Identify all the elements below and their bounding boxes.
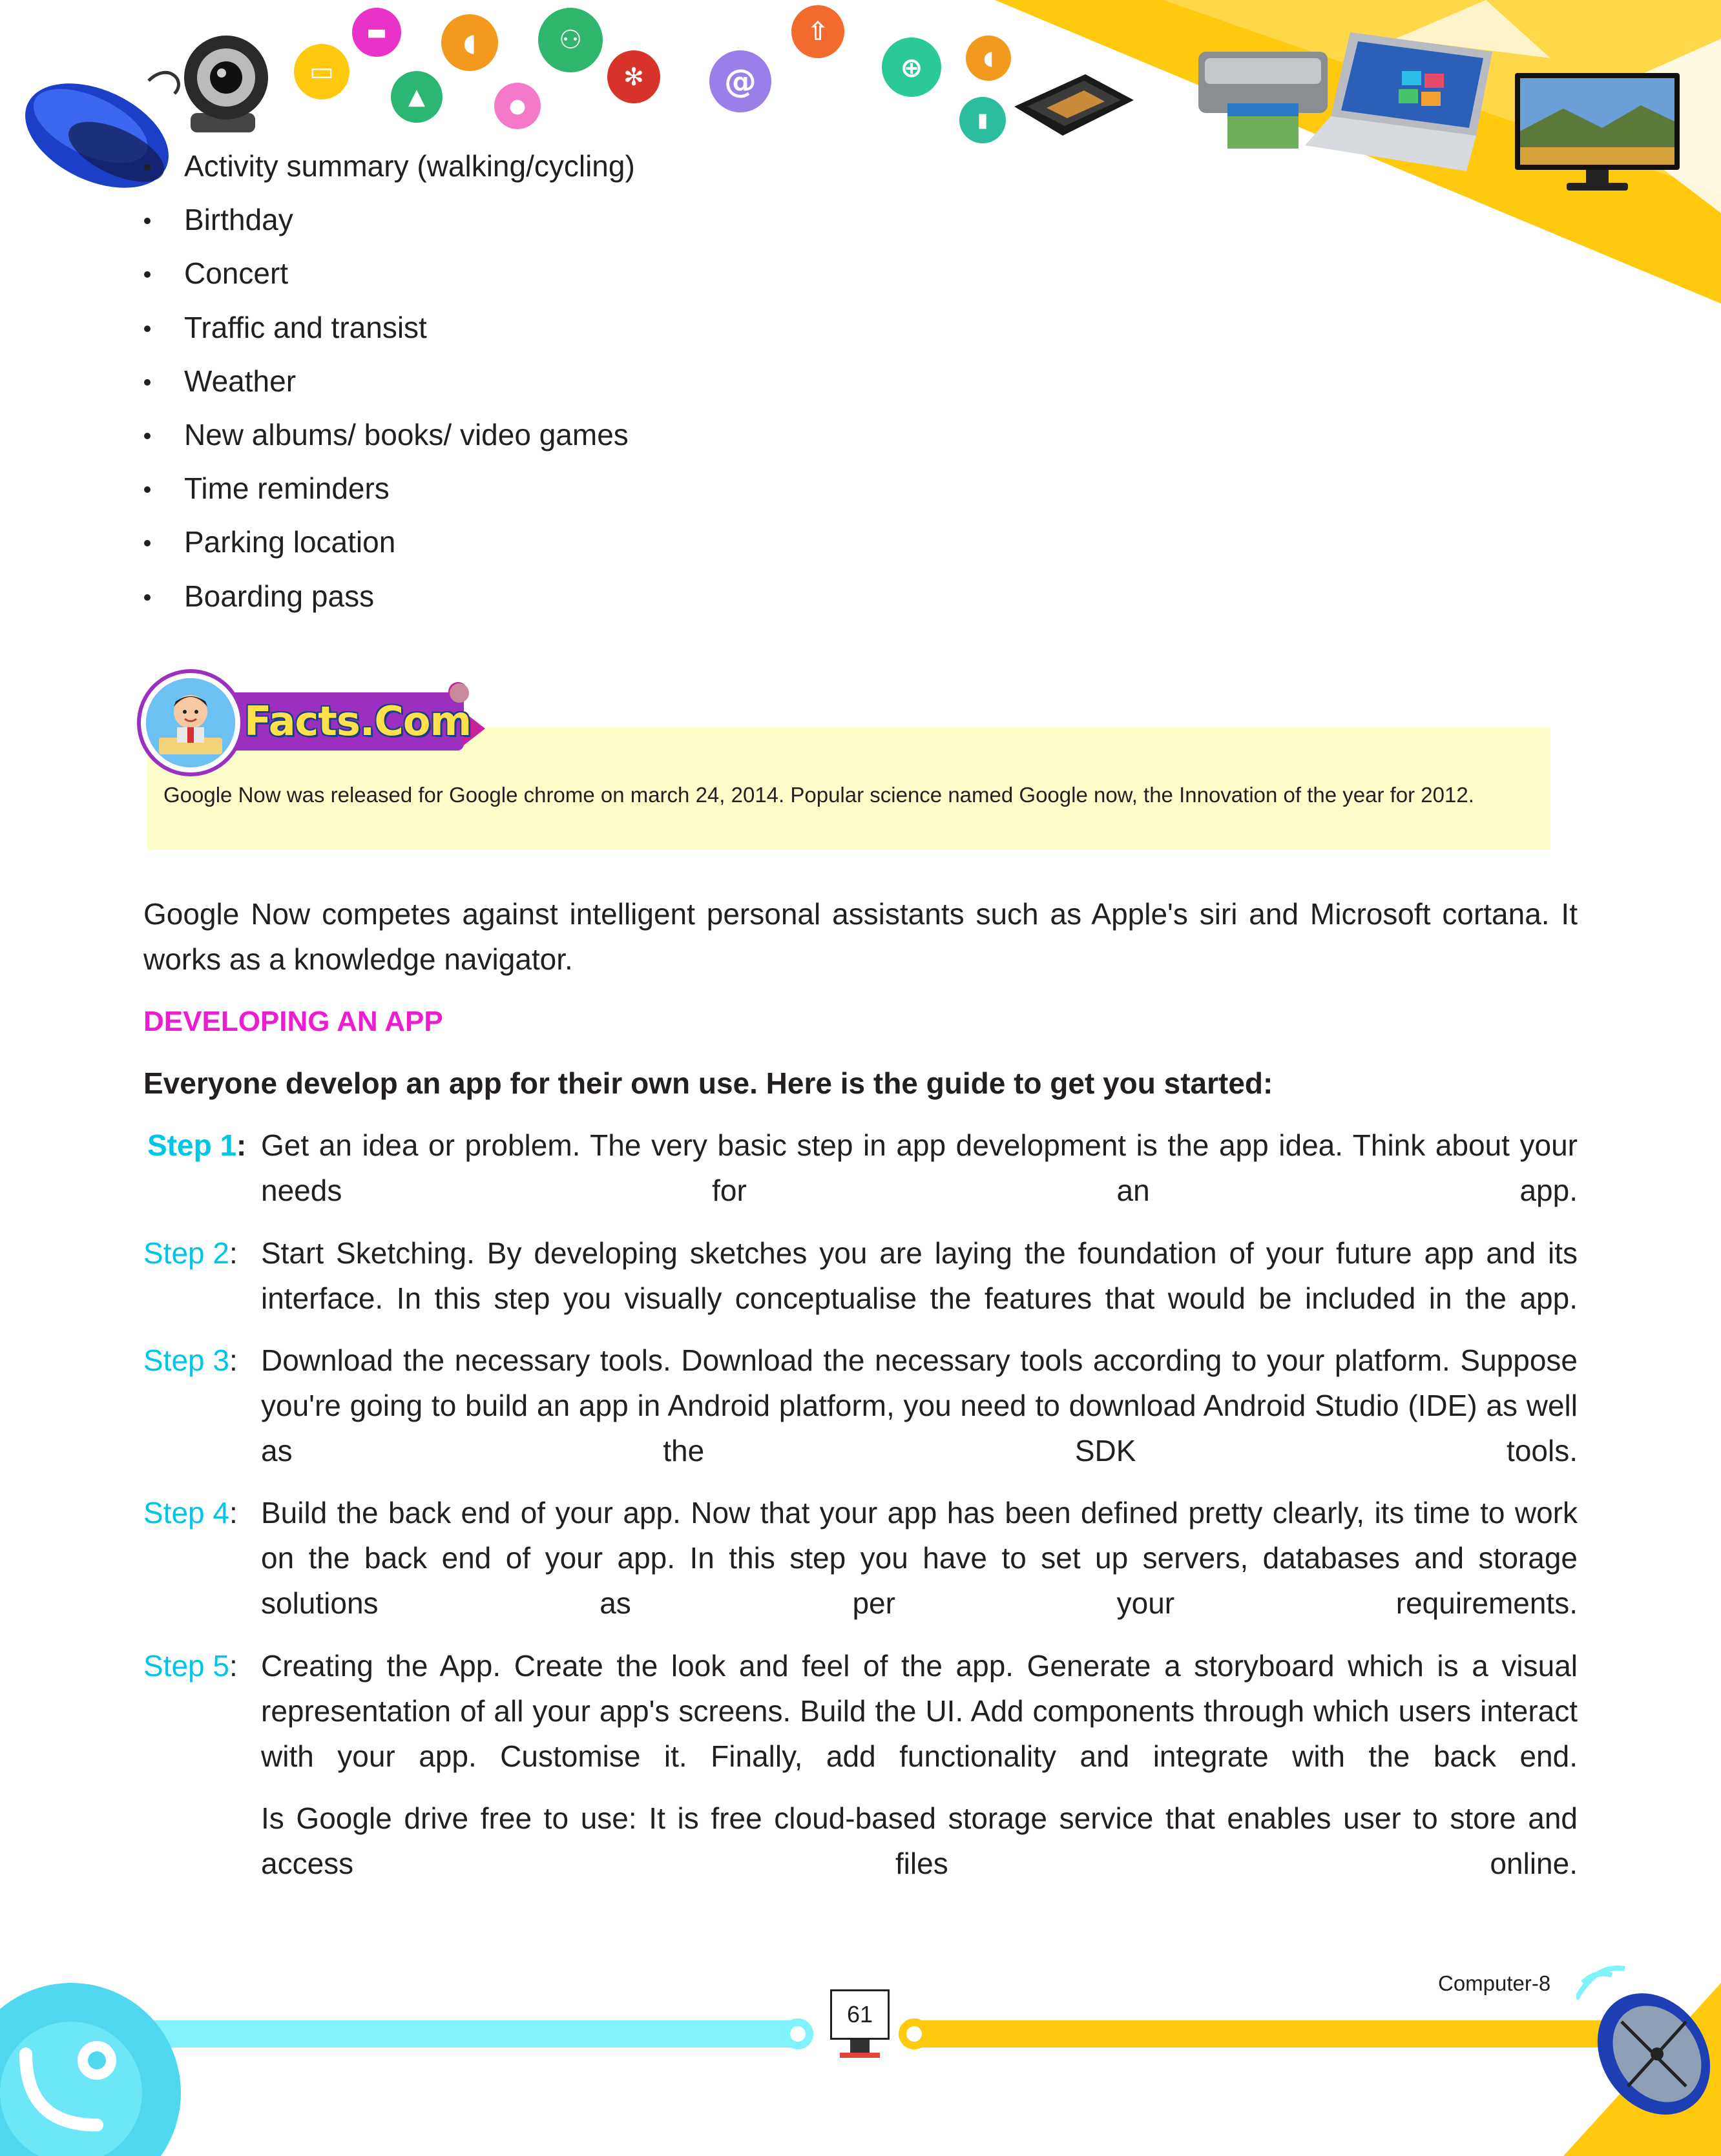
list-item: Parking location — [139, 519, 635, 573]
section-heading: DEVELOPING AN APP — [143, 1006, 443, 1037]
upload-icon: ⇧ — [791, 5, 844, 58]
facts-mascot-avatar — [141, 673, 240, 772]
gears-icon: ✻ — [607, 50, 660, 103]
step-text: Creating the App. Create the look and feel of the app. Generate a storyboard which is a visual representation of all your app's screens. Build the UI. Add components through which users interact with your app. Customise it. Finally, add functionality and integrate with the back end. — [261, 1649, 1578, 1773]
step-label: Step 3: — [143, 1343, 238, 1377]
list-item: Boarding pass — [139, 574, 635, 627]
step-text: Get an idea or problem. The very basic step in app development is the app idea. Think about your needs for an app. — [261, 1128, 1578, 1207]
webcam-icon — [165, 29, 281, 145]
laptop-icon — [1305, 26, 1499, 194]
stats-icon: ▮ — [959, 97, 1006, 143]
landscape-monitor-icon — [1512, 70, 1686, 199]
network-icon: ⚇ — [538, 8, 603, 72]
list-item: Birthday — [139, 197, 635, 251]
step-label: Step 5: — [143, 1649, 238, 1683]
folder-icon: ▬ — [352, 8, 401, 57]
google-now-paragraph: Google Now competes against intelligent personal assistants such as Apple's siri and Microsoft cortana. It works as a knowledge navigator. — [143, 897, 1578, 976]
section-intro: Everyone develop an app for their own use. Here is the guide to get you started: — [143, 1066, 1273, 1100]
scanner-icon — [1008, 61, 1137, 145]
chart-icon: ▲ — [391, 71, 443, 123]
list-item: Concert — [139, 251, 635, 304]
page-number: 61 — [830, 1989, 890, 2040]
step-text: Download the necessary tools. Download the necessary tools according to your platform. Suppose you're going to build an app in Android platform, you need to download Android Studio (IDE) as well as the SDK tools. — [261, 1343, 1578, 1467]
step-label: Step 4: — [143, 1496, 238, 1529]
step-text: Start Sketching. By developing sketches you are laying the foundation of your future app and its interface. In this step you visually conceptualise the features that would be included in the app. — [261, 1236, 1578, 1315]
boy-mascot-icon — [146, 678, 235, 767]
list-item: Weather — [139, 358, 635, 412]
satellite-dish-icon — [1576, 1964, 1721, 2125]
step-label: Step 2: — [143, 1236, 238, 1270]
monitor-icon: ▭ — [294, 44, 349, 99]
list-item: Activity summary (walking/cycling) — [139, 143, 635, 197]
facts-title: Facts.Com — [244, 698, 472, 745]
globe-icon: ⊕ — [882, 37, 941, 97]
book-title: Computer-8 — [1438, 1971, 1551, 1995]
list-item: Traffic and transist — [139, 305, 635, 358]
step-text: Build the back end of your app. Now that your app has been defined pretty clearly, its time to work on the back end of your app. In this step you have to set up servers, databases and storage solutions as per your requirements. — [261, 1496, 1578, 1620]
feature-bullet-list — [139, 143, 635, 627]
at-sign-icon: @ — [709, 50, 771, 112]
mouse-icon: ◖ — [441, 14, 498, 71]
step-label: Step 1: — [147, 1128, 247, 1162]
mouse-icon: ◖ — [966, 36, 1011, 81]
list-item: New albums/ books/ video games — [139, 412, 635, 466]
closing-paragraph: Is Google drive free to use: It is free cloud-based storage service that enables user to store and access files online. — [261, 1801, 1578, 1880]
gamepad-icon: ● — [494, 83, 541, 129]
facts-text: Google Now was released for Google chrome on march 24, 2014. Popular science named Google now, the Innovation of the year for 2012. — [163, 783, 1474, 807]
list-item: Time reminders — [139, 466, 635, 519]
